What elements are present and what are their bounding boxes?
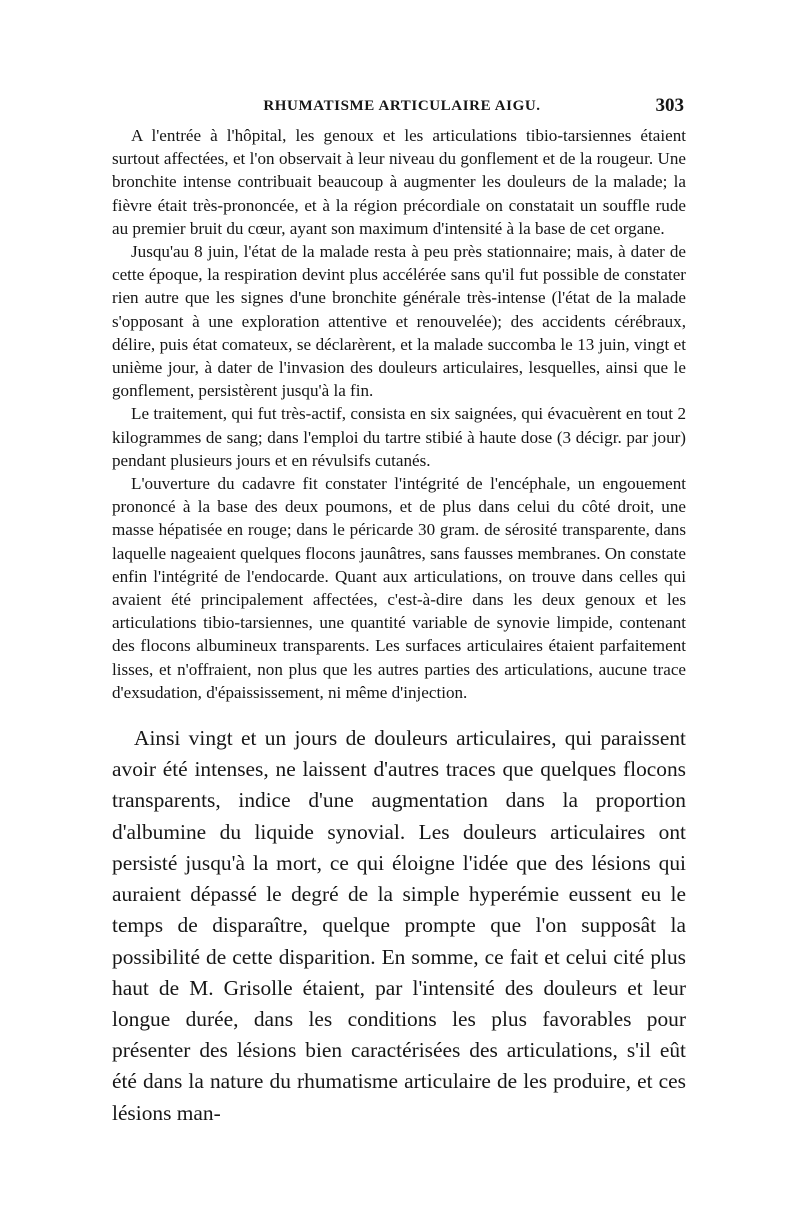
paragraph: L'ouverture du cadavre fit constater l'intégrité de l'encéphale, un engouement prononcé à la base des deux poumons, et de plus dans celui du côté droit, une masse hépatisée en rouge; dans le péricarde 30 gram. de sérosité transparente, dans laquelle nageaient quelques flocons jaunâtres, sans fausses membranes. On constate enfin l'intégrité de l'endocarde. Quant aux articulations, on trouve dans celles qui avaient été principalement affectées, c'est-à-dire dans les deux genoux et les articulations tibio-tarsiennes, une quantité variable de synovie limpide, contenant des flocons albumineux transparents. Les surfaces articulaires étaient parfaitement lisses, et n'offraient, non plus que les autres parties des articulations, aucune trace d'exsudation, d'épaississement, ni même d'injection. [112,474,686,702]
paragraph: Ainsi vingt et un jours de douleurs articulaires, qui paraissent avoir été intenses, ne laissent d'autres traces que quelques flocons transparents, indice d'une augmentation dans la proportion d'albumine du liquide synovial. Les douleurs articulaires ont persisté jusqu'à la mort, ce qui éloigne l'idée que des lésions qui auraient dépassé le degré de la simple hyperémie eussent eu le temps de disparaître, quelque prompte que l'on supposât la possibilité de cette disparition. En somme, ce fait et celui cité plus haut de M. Grisolle étaient, par l'intensité des douleurs et leur longue durée, dans les conditions les plus favorables pour présenter des lésions bien caractérisées des articulations, s'il eût été dans la nature du rhumatisme articulaire de les produire, et ces lésions man- [112,726,686,1125]
page-number: 303 [655,95,684,116]
commentary-text [112,723,686,1129]
case-report-text [112,124,686,704]
paragraph: Jusqu'au 8 juin, l'état de la malade resta à peu près stationnaire; mais, à dater de cette époque, la respiration devint plus accélérée sans qu'il fut possible de constater rien autre que les signes d'une bronchite générale très-intense (l'état de la malade s'opposant à une exploration attentive et renouvelée); des accidents cérébraux, délire, puis état comateux, se déclarèrent, et la malade succomba le 13 juin, vingt et unième jour, à dater de l'invasion des douleurs articulaires, lesquelles, ainsi que le gonflement, persistèrent jusqu'à la fin. [112,242,686,401]
running-header [112,92,686,120]
running-title: RHUMATISME ARTICULAIRE AIGU. [263,98,541,114]
page-body [112,92,686,1129]
paragraph: Le traitement, qui fut très-actif, consista en six saignées, qui évacuèrent en tout 2 kilogrammes de sang; dans l'emploi du tartre stibié à haute dose (3 décigr. par jour) pendant plusieurs jours et en révulsifs cutanés. [112,404,686,470]
paragraph: A l'entrée à l'hôpital, les genoux et les articulations tibio-tarsiennes étaient surtout affectées, et l'on observait à leur niveau du gonflement et de la rougeur. Une bronchite intense contribuait beaucoup à augmenter les douleurs de la malade; la fièvre était très-prononcée, et à la région précordiale on constatait un souffle rude au premier bruit du cœur, ayant son maximum d'intensité à la base de cet organe. [112,126,686,238]
